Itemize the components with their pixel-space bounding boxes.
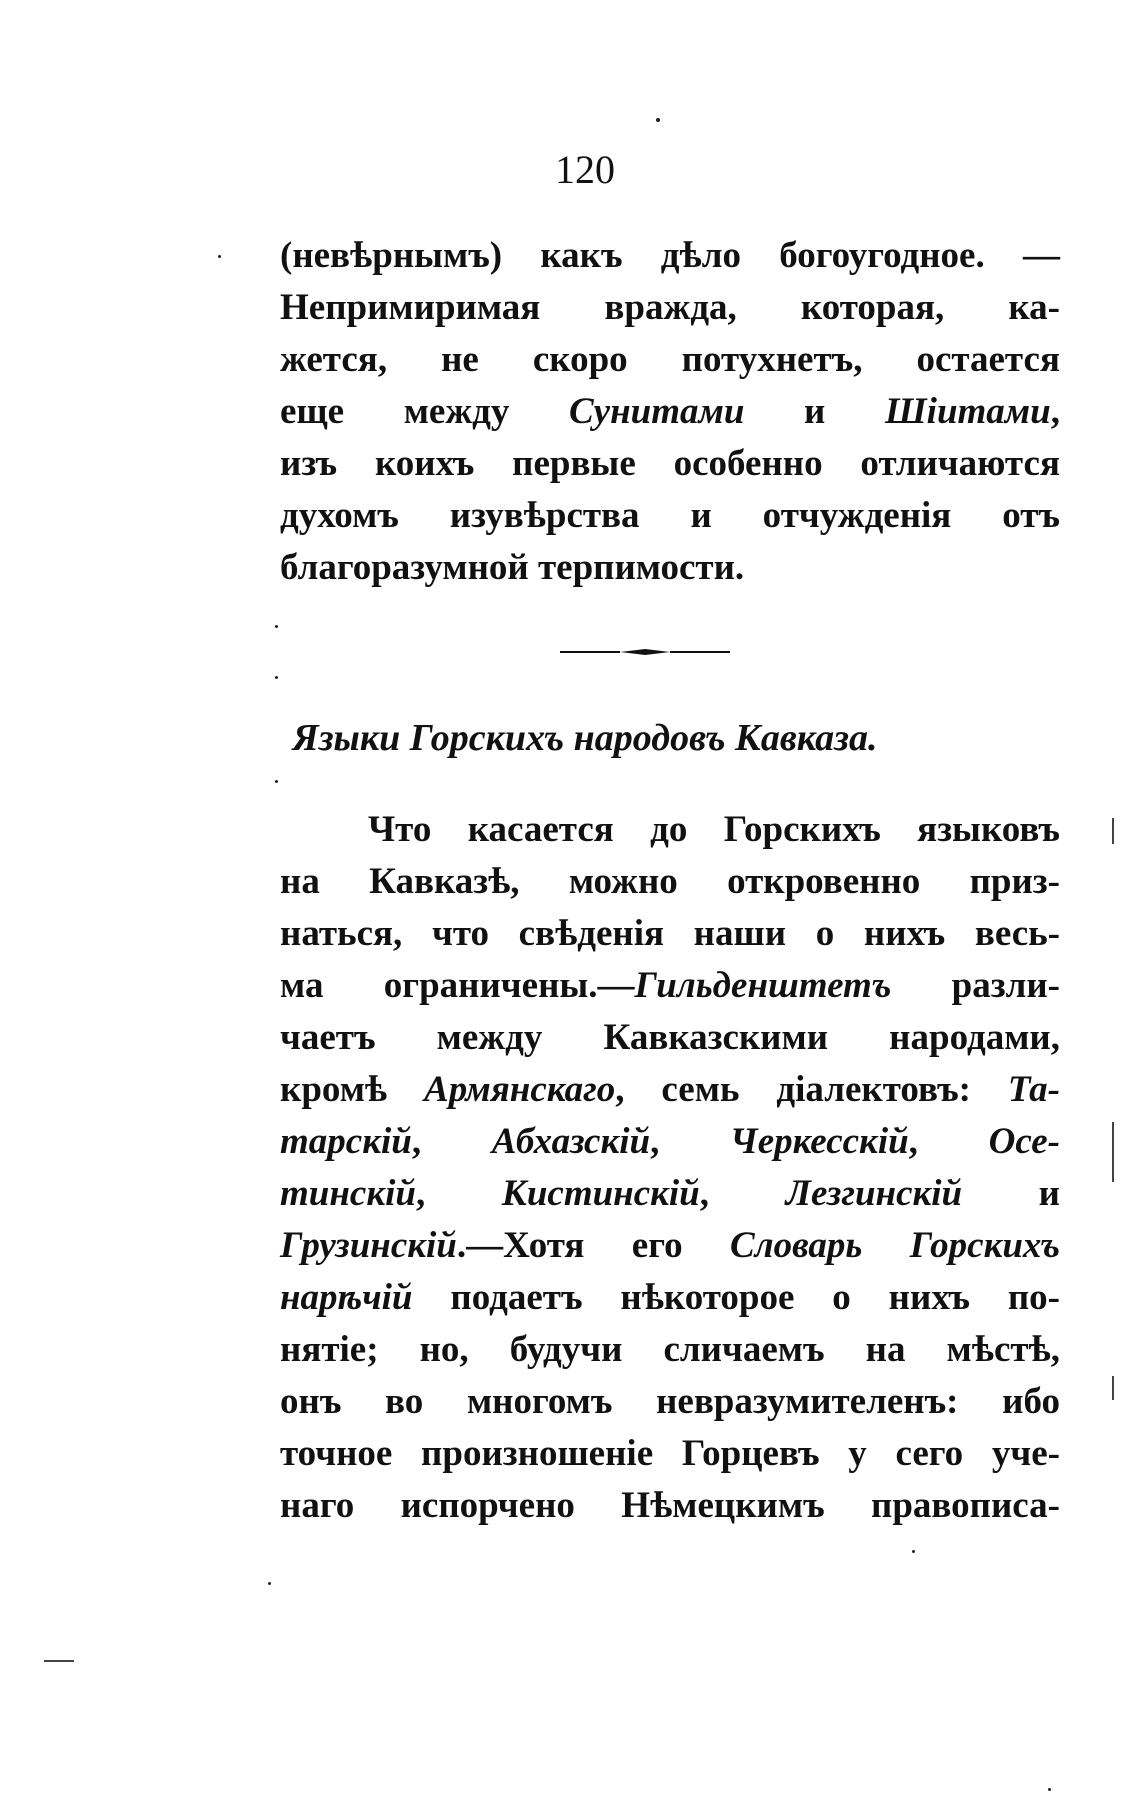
section-heading: Языки Горскихъ народовъ Кавказа. — [292, 717, 878, 759]
text-line: точное произношенiе Горцевъ у сего уче- — [280, 1433, 1060, 1474]
text-line: благоразумной терпимости. — [280, 547, 745, 588]
text-line: кромѣ Армянскаго, семь дiалектовъ: Та- — [280, 1069, 1060, 1110]
text-line: наго испорчено Нѣмецкимъ правописа- — [280, 1485, 1060, 1526]
text-line: чаетъ между Кавказскими народами, — [280, 1017, 1060, 1058]
scan-edge-mark — [1112, 818, 1114, 844]
text-line: ма ограничены.—Гильденштетъ разли- — [280, 965, 1060, 1006]
text-line: изъ коихъ первые особенно отличаются — [280, 443, 1060, 484]
text-line: Грузинскiй.—Хотя его Словарь Горскихъ — [280, 1225, 1060, 1266]
section-divider-ornament — [560, 648, 730, 656]
text-line: онъ во многомъ невразумителенъ: ибо — [280, 1381, 1060, 1422]
scan-speck — [275, 625, 278, 628]
scan-edge-mark — [44, 1660, 74, 1662]
scan-edge-mark — [1112, 1122, 1114, 1182]
scan-speck — [1048, 1788, 1051, 1791]
text-line: духомъ изувѣрства и отчужденiя отъ — [280, 495, 1060, 536]
text-line: нарѣчiй подаетъ нѣкоторое о нихъ по- — [280, 1277, 1060, 1318]
text-line: тинскiй, Кистинскiй, Лезгинскiй и — [280, 1173, 1061, 1214]
text-line: еще между Сунитами и Шiитами, — [280, 391, 1060, 432]
scan-speck — [268, 1582, 271, 1585]
text-line: на Кавказѣ, можно откровенно приз- — [280, 861, 1060, 902]
scan-speck — [912, 1550, 915, 1553]
page-number: 120 — [555, 147, 615, 192]
scan-speck — [275, 780, 278, 783]
text-line: нятiе; но, будучи сличаемъ на мѣстѣ, — [280, 1329, 1060, 1370]
text-line: (невѣрнымъ) какъ дѣло богоугодное. — — [280, 235, 1060, 276]
scan-speck — [218, 255, 221, 258]
text-line: тарскiй, Абхазскiй, Черкесскiй, Осе- — [280, 1121, 1061, 1162]
text-line: Что касается до Горскихъ языковъ — [368, 809, 1060, 850]
text-line: наться, что свѣденiя наши о нихъ весь- — [280, 913, 1060, 954]
scan-edge-mark — [1112, 1376, 1114, 1400]
text-line: Непримиримая вражда, которая, ка- — [280, 287, 1060, 328]
scan-speck — [275, 676, 278, 679]
scan-speck — [656, 118, 660, 122]
text-line: жется, не скоро потухнетъ, остается — [280, 339, 1060, 380]
